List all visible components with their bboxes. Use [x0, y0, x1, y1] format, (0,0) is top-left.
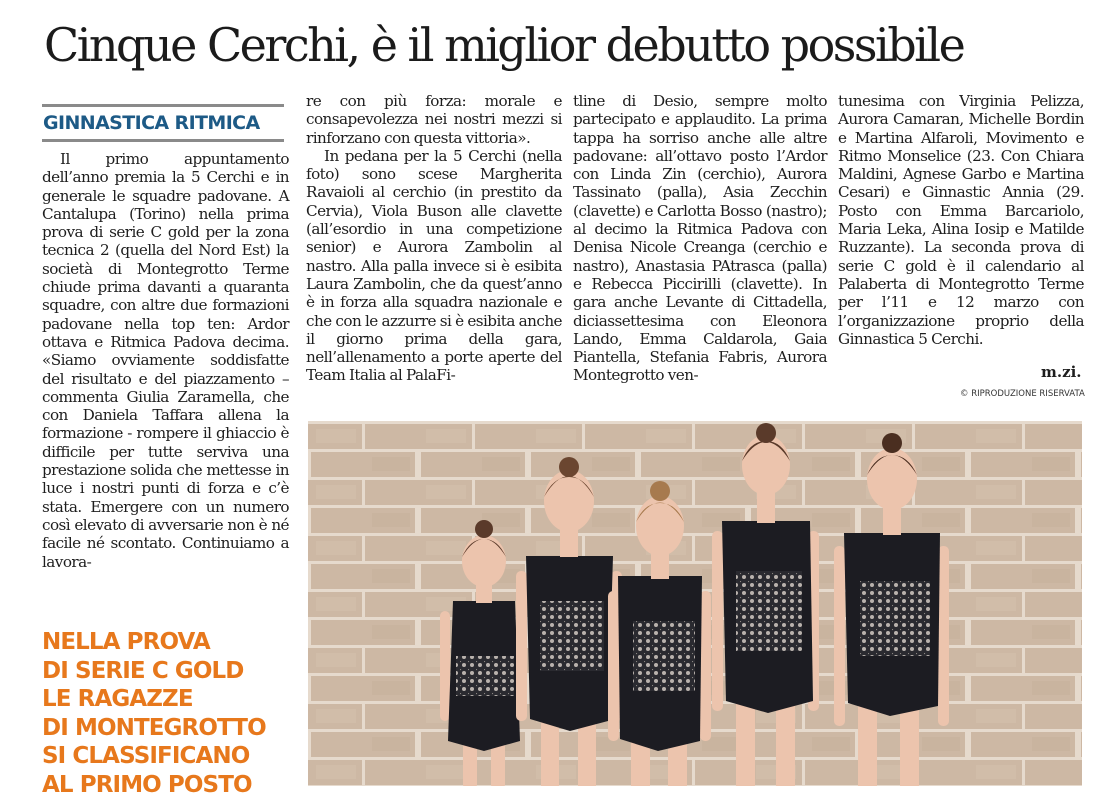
pull-quote-line: DI MONTEGROTTO [42, 714, 266, 743]
article-column-2 [306, 92, 562, 385]
team-photo [308, 421, 1082, 786]
section-rule-top [42, 104, 284, 107]
author-signature: m.zi. [1041, 363, 1082, 381]
pull-quote [42, 628, 266, 799]
pull-quote-line: NELLA PROVA [42, 628, 266, 657]
section-label: GINNASTICA RITMICA [43, 110, 260, 136]
pull-quote-line: LE RAGAZZE [42, 685, 266, 714]
copyright-notice: © RIPRODUZIONE RISERVATA [960, 389, 1085, 399]
pull-quote-line: SI CLASSIFICANO [42, 742, 266, 771]
article-column-3: tline di Desio, sempre molto partecipato e applaudito. La prima tappa ha sorriso anche alle altre padovane: all’ottavo posto l’Ardor con Linda Zin (cerchio), Aurora Tassinato (palla), Asia Zecchin (clavette) e Carlotta Bosso (nastro); al decimo la Ritmica Padova con Denisa Nicole Creanga (cerchio e nastro), Anastasia PAtrasca (palla) e Rebecca Piccirilli (clavette). In gara anche Levante di Cittadella, diciassettesima con Eleonora Lando, Emma Caldarola, Gaia Piantella, Stefania Fabris, Aurora Montegrotto ven- [573, 92, 827, 385]
pull-quote-line: DI SERIE C GOLD [42, 657, 266, 686]
pull-quote-line: AL PRIMO POSTO [42, 771, 266, 799]
article-column-1: Il primo appuntamento dell’anno premia la 5 Cerchi e in generale le squadre padovane. A Cantalupa (Torino) nella prima prova di serie C gold per la zona tecnica 2 (quella del Nord Est) la società di Montegrotto Terme chiude prima davanti a quaranta squadre, con altre due formazioni padovane nella top ten: Ardor ottava e Ritmica Padova decima. «Siamo ovviamente soddisfatte del risultato e del piazzamento – commenta Giulia Zaramella, che con Daniela Taffara allena la formazione - rompere il ghiaccio è difficile per tutte serviva una prestazione solida che mettesse in luce i nostri punti di forza e c’è stata. Emergere con un numero così elevato di avversarie non è né facile né scontato. Continuiamo a lavora- [42, 150, 289, 571]
article-column-4: tunesima con Virginia Pelizza, Aurora Camaran, Michelle Bordin e Martina Alfaroli, Movimento e Ritmo Monselice (23. Con Chiara Maldini, Agnese Garbo e Martina Cesari) e Ginnastic Annia (29. Posto con Emma Barcariolo, Maria Leka, Alina Iosip e Matilde Ruzzante). La seconda prova di serie C gold è il calendario al Palaberta di Montegrotto Terme per l’11 e 12 marzo con l’organizzazione proprio della Ginnastica 5 Cerchi. [838, 92, 1084, 348]
article-paragraph: re con più forza: morale e consapevolezza nei nostri mezzi si rinforzano con questa vittoria». [306, 92, 562, 147]
section-rule-bottom [42, 139, 284, 142]
headline: Cinque Cerchi, è il miglior debutto possibile [44, 12, 963, 78]
team-photo-illustration [308, 421, 1082, 786]
article-paragraph: In pedana per la 5 Cerchi (nella foto) sono scese Margherita Ravaioli al cerchio (in prestito da Cervia), Viola Buson alle clavette (all’esordio in una competizione senior) e Aurora Zambolin al nastro. Alla palla invece si è esibita Laura Zambolin, che da quest’anno è in forza alla squadra nazionale e che con le azzurre si è esibita anche il giorno prima della gara, nell’allenamento a porte aperte del Team Italia al PalaFi- [306, 147, 562, 385]
